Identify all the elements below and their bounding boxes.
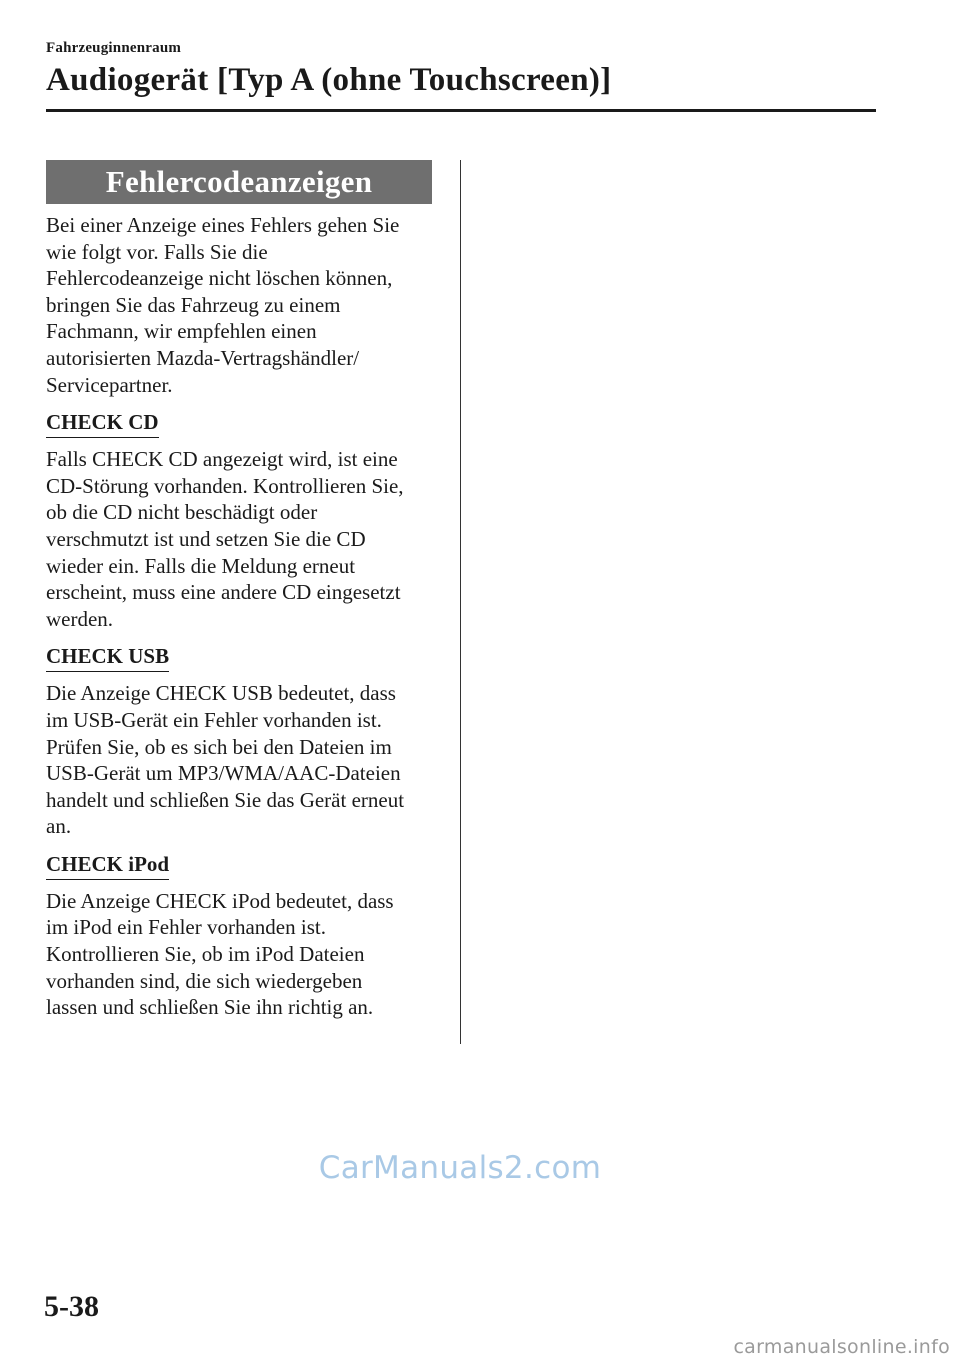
page-number: 5-38 xyxy=(44,1290,99,1323)
check-cd-line: verschmutzt ist und setzen Sie die CD xyxy=(46,526,366,551)
check-ipod-heading: CHECK iPod xyxy=(46,851,169,880)
check-usb-line: handelt und schließen Sie das Gerät erneut xyxy=(46,787,405,812)
check-cd-line: ob die CD nicht beschädigt oder xyxy=(46,500,318,525)
check-ipod-block xyxy=(46,840,438,1021)
section-content xyxy=(46,212,438,1021)
check-cd-block xyxy=(46,398,438,632)
check-ipod-line: Die Anzeige CHECK iPod bedeutet, dass xyxy=(46,888,394,913)
chapter-label: Fahrzeuginnenraum xyxy=(46,40,182,56)
intro-line: wie folgt vor. Falls Sie die xyxy=(46,239,268,264)
header-divider xyxy=(46,109,876,112)
check-usb-line: Die Anzeige CHECK USB bedeutet, dass xyxy=(46,681,396,706)
intro-line: bringen Sie das Fahrzeug zu einem xyxy=(46,292,341,317)
check-ipod-line: vorhanden sind, die sich wiedergeben xyxy=(46,968,363,993)
watermark-link[interactable]: CarManuals2.com xyxy=(318,1150,602,1186)
check-cd-line: Falls CHECK CD angezeigt wird, ist eine xyxy=(46,447,398,472)
check-usb-block xyxy=(46,632,438,840)
check-ipod-line: lassen und schließen Sie ihn richtig an. xyxy=(46,995,374,1020)
footer-site-link[interactable]: carmanualsonline.info xyxy=(733,1336,950,1358)
check-cd-heading: CHECK CD xyxy=(46,409,159,438)
check-ipod-line: im iPod ein Fehler vorhanden ist. xyxy=(46,915,326,940)
check-usb-line: USB-Gerät um MP3/WMA/AAC-Dateien xyxy=(46,761,401,786)
check-cd-line: erscheint, muss eine andere CD eingesetzt xyxy=(46,580,401,605)
intro-line: Fehlercodeanzeige nicht löschen können, xyxy=(46,266,393,291)
intro-paragraph xyxy=(46,212,438,398)
check-cd-line: werden. xyxy=(46,606,114,631)
intro-line: Fachmann, wir empfehlen einen xyxy=(46,319,317,344)
intro-line: autorisierten Mazda-Vertragshändler/ xyxy=(46,345,360,370)
page-title: Audiogerät [Typ A (ohne Touchscreen)] xyxy=(46,62,612,98)
check-cd-line: CD-Störung vorhanden. Kontrollieren Sie, xyxy=(46,473,404,498)
section-title-banner: Fehlercodeanzeigen xyxy=(46,160,432,204)
check-usb-line: Prüfen Sie, ob es sich bei den Dateien im xyxy=(46,734,392,759)
intro-line: Bei einer Anzeige eines Fehlers gehen Sie xyxy=(46,213,400,237)
intro-line: Servicepartner. xyxy=(46,372,173,397)
column-divider xyxy=(460,160,461,1044)
check-cd-line: wieder ein. Falls die Meldung erneut xyxy=(46,553,356,578)
check-ipod-line: Kontrollieren Sie, ob im iPod Dateien xyxy=(46,942,365,967)
check-usb-heading: CHECK USB xyxy=(46,643,169,672)
check-usb-line: an. xyxy=(46,814,72,839)
check-usb-line: im USB-Gerät ein Fehler vorhanden ist. xyxy=(46,707,382,732)
